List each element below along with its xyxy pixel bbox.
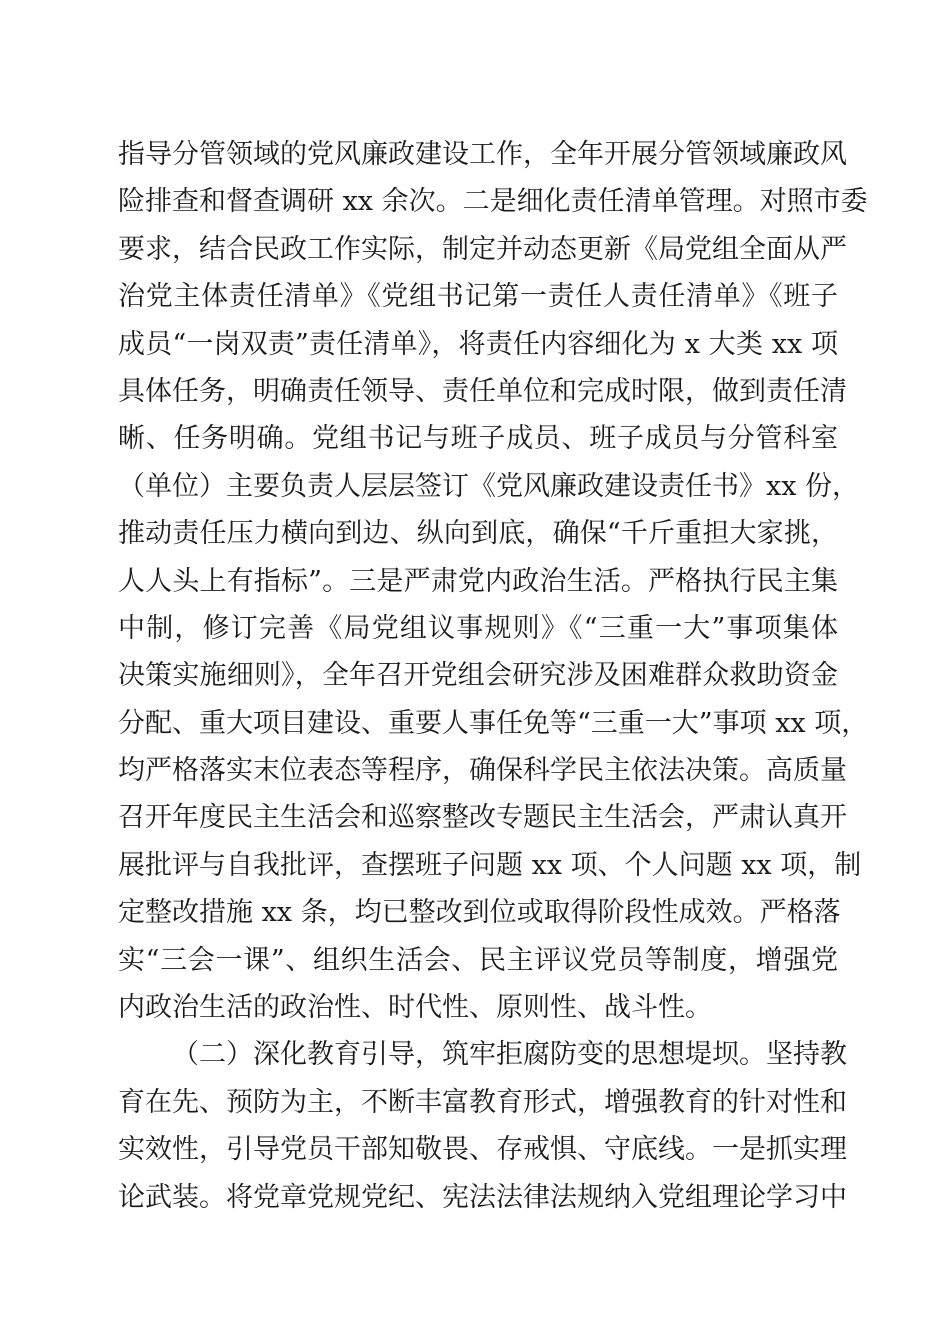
text-line: 实“三会一课”、组织生活会、民主评议党员等制度，增强党 [118, 944, 838, 976]
text-line: 论武装。将党章党规党纪、宪法法律法规纳入党组理论学习中 [118, 1181, 847, 1213]
document-body [118, 131, 869, 1221]
text-line: 具体任务，明确责任领导、责任单位和完成时限，做到责任清 [118, 375, 847, 407]
text-line: 指导分管领域的党风廉政建设工作，全年开展分管领域廉政风 [118, 139, 847, 170]
text-line: 要求，结合民政工作实际，制定并动态更新《局党组全面从严 [118, 233, 847, 265]
text-line: （单位）主要负责人层层签订《党风廉政建设责任书》xx 份， [118, 470, 860, 502]
text-line: 人人头上有指标”。三是严肃党内政治生活。严格执行民主集 [118, 565, 838, 597]
text-line: 分配、重大项目建设、重要人事任免等“三重一大”事项 xx 项， [118, 707, 869, 739]
text-line: 定整改措施 xx 条，均已整改到位或取得阶段性成效。严格落 [118, 897, 841, 929]
text-line: 成员“一岗双责”责任清单》，将责任内容细化为 x 大类 xx 项 [118, 328, 838, 360]
text-line: 险排查和督查调研 xx 余次。二是细化责任清单管理。对照市委 [118, 186, 868, 218]
text-line: 展批评与自我批评，查摆班子问题 xx 项、个人问题 xx 项，制 [118, 849, 862, 881]
text-line: 决策实施细则》，全年召开党组会研究涉及困难群众救助资金 [118, 660, 838, 692]
text-line: 育在先、预防为主，不断丰富教育形式，增强教育的针对性和 [118, 1086, 847, 1118]
text-line: 推动责任压力横向到边、纵向到底，确保“千斤重担大家挑， [118, 518, 838, 550]
section-heading-line: （二）深化教育引导，筑牢拒腐防变的思想堤坝。坚持教 [172, 1039, 847, 1071]
text-line: 内政治生活的政治性、时代性、原则性、战斗性。 [118, 992, 712, 1024]
text-line: 实效性，引导党员干部知敬畏、存戒惧、守底线。一是抓实理 [118, 1134, 847, 1166]
text-line: 晰、任务明确。党组书记与班子成员、班子成员与分管科室 [118, 423, 838, 455]
text-line: 中制，修订完善《局党组议事规则》《“三重一大”事项集体 [118, 612, 838, 644]
text-line: 召开年度民主生活会和巡察整改专题民主生活会，严肃认真开 [118, 802, 847, 834]
text-line: 治党主体责任清单》《党组书记第一责任人责任清单》《班子 [118, 281, 838, 313]
text-line: 均严格落实末位表态等程序，确保科学民主依法决策。高质量 [118, 755, 847, 787]
